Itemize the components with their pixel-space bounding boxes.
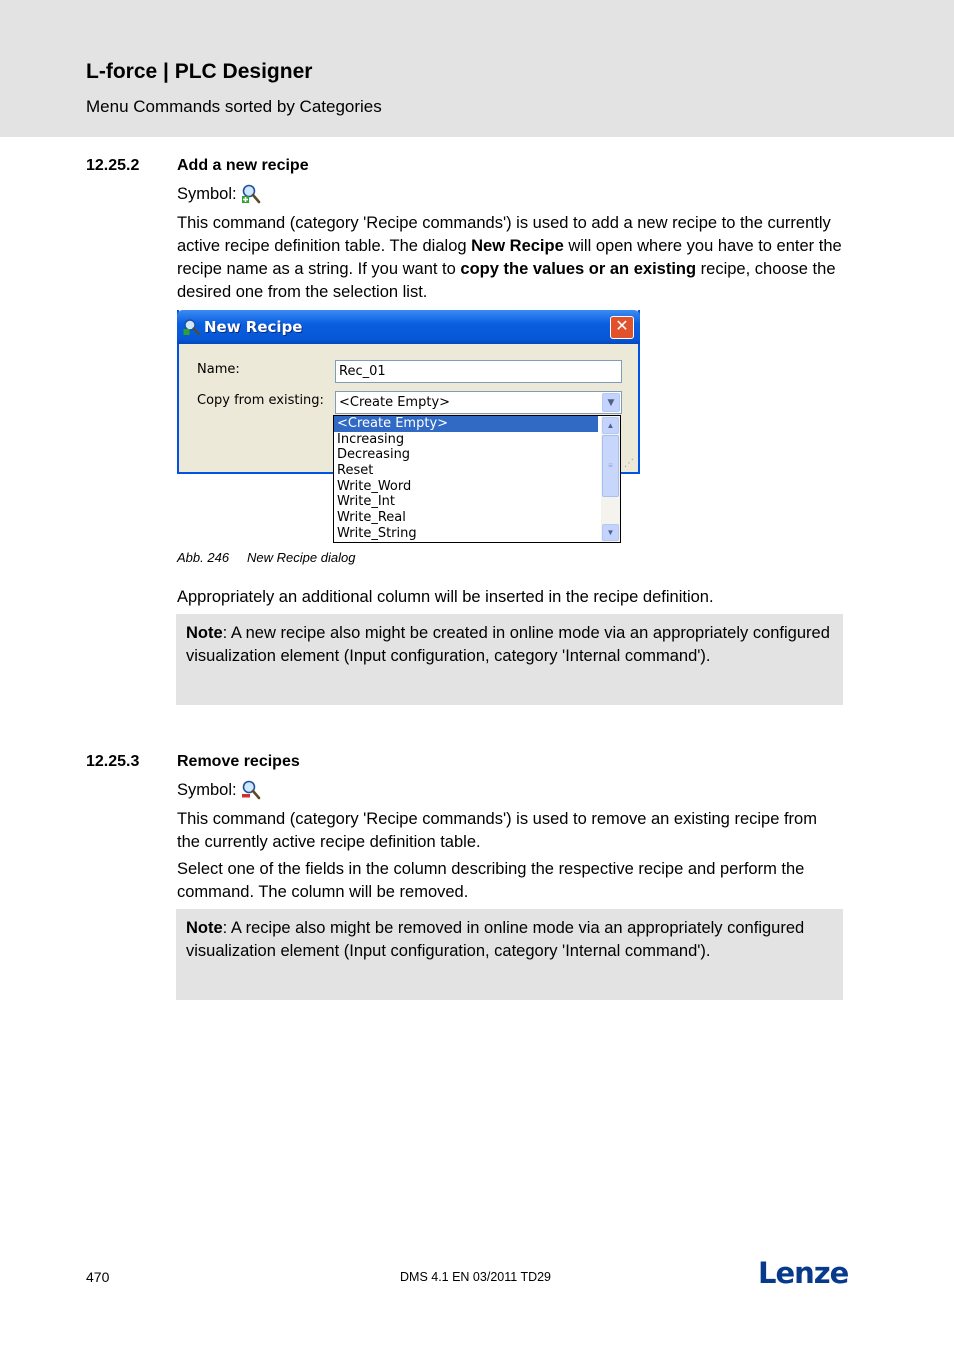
note-label: Note: [186, 919, 223, 937]
section-title: Add a new recipe: [177, 157, 309, 174]
list-item[interactable]: Write_Real: [337, 510, 406, 526]
remove-recipe-icon: [241, 779, 261, 801]
document-title: L-force | PLC Designer: [86, 60, 313, 83]
figure-caption: [177, 550, 355, 565]
section1-paragraph: [177, 212, 843, 304]
page-header: [0, 0, 954, 137]
para-text: recipe, choose the desired one from the selection list.: [177, 260, 836, 301]
add-recipe-icon: [241, 183, 261, 205]
para-bold-dialog-name: New Recipe: [471, 237, 564, 255]
symbol-line: [177, 779, 261, 801]
name-label: Name:: [197, 362, 240, 377]
dialog-app-icon: [183, 318, 201, 341]
resize-grip-icon[interactable]: ⋰: [624, 458, 634, 469]
section2-paragraph-2: Select one of the fields in the column describing the respective recipe and perform the command. The column will be removed.: [177, 860, 805, 901]
symbol-label: Symbol:: [177, 184, 237, 203]
dialog-titlebar: [177, 310, 640, 344]
close-button[interactable]: ✕: [610, 316, 634, 339]
note-text: : A recipe also might be removed in online mode via an appropriately configured visualization element (Input configuration, category 'Internal command').: [186, 919, 805, 960]
scroll-thumb[interactable]: ≡: [602, 435, 619, 497]
list-item[interactable]: Write_Int: [337, 494, 395, 510]
para-bold-copy: copy the values or an existing: [460, 260, 697, 278]
dialog-title: New Recipe: [204, 318, 303, 336]
list-item[interactable]: <Create Empty>: [334, 416, 598, 432]
section2-paragraph-1: This command (category 'Recipe commands') is used to remove an existing recipe from the currently active recipe definition table.: [177, 810, 817, 851]
lenze-logo: Lenze: [758, 1256, 849, 1290]
document-id: DMS 4.1 EN 03/2011 TD29: [400, 1270, 552, 1284]
note-box: [176, 909, 843, 1000]
list-item[interactable]: Reset: [337, 463, 374, 479]
figure-caption-text: New Recipe dialog: [247, 550, 356, 565]
recipe-dropdown-list[interactable]: [333, 415, 621, 543]
recipe-name-input[interactable]: Rec_01: [335, 360, 622, 383]
symbol-line: [177, 183, 261, 205]
para-text: This command (category 'Recipe commands') is used to add a new recipe to the currently active recipe definition table. The dialog: [177, 214, 831, 255]
list-item[interactable]: Decreasing: [337, 447, 411, 463]
section-number: 12.25.2: [86, 157, 140, 174]
copy-from-select[interactable]: [335, 391, 622, 414]
section-title: Remove recipes: [177, 753, 300, 770]
symbol-label: Symbol:: [177, 780, 237, 799]
section1-after-figure: Appropriately an additional column will be inserted in the recipe definition.: [177, 588, 714, 606]
scroll-up-icon[interactable]: ▲: [602, 417, 619, 434]
list-item[interactable]: Write_Word: [337, 478, 412, 494]
figure-number: Abb. 246: [177, 550, 230, 565]
chevron-down-icon[interactable]: ▼: [602, 393, 620, 412]
note-text: : A new recipe also might be created in online mode via an appropriately configured visualization element (Input configuration, category 'Internal command').: [186, 624, 830, 665]
note-box: [176, 614, 843, 705]
copy-from-label: Copy from existing:: [197, 393, 324, 408]
section-number: 12.25.3: [86, 753, 140, 770]
document-subtitle: Menu Commands sorted by Categories: [86, 97, 382, 116]
page-number: 470: [86, 1269, 110, 1285]
list-item[interactable]: Increasing: [337, 431, 405, 447]
copy-from-value: <Create Empty>: [339, 395, 451, 410]
para-text: will open where you have to enter the recipe name as a string. If you want to: [177, 237, 842, 278]
note-label: Note: [186, 624, 223, 642]
scrollbar[interactable]: [601, 416, 620, 542]
list-item[interactable]: Write_String: [337, 525, 417, 541]
scroll-down-icon[interactable]: ▼: [602, 524, 619, 541]
